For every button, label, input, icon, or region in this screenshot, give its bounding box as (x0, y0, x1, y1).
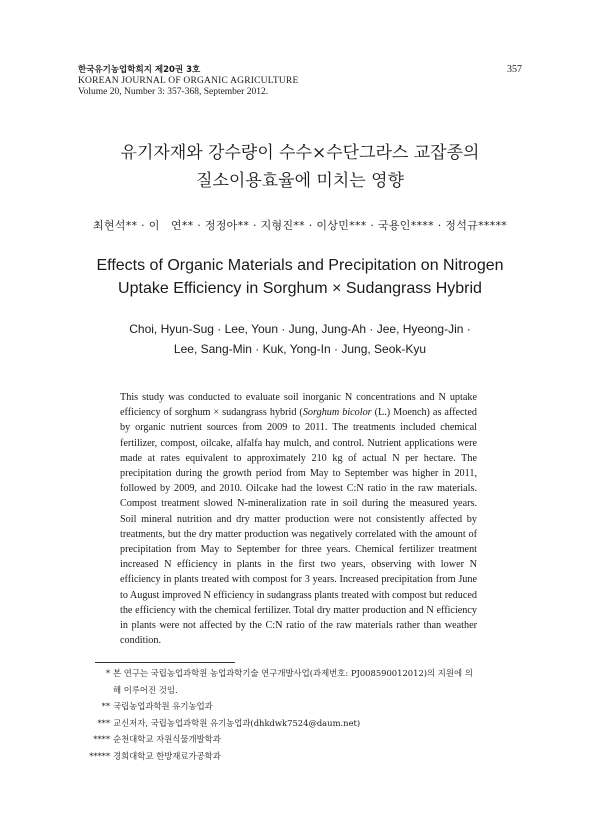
title-korean-line-1: 유기자재와 강수량이 수수×수단그라스 교잡종의 (120, 143, 480, 163)
footnote-mark: ***** (89, 750, 110, 761)
species-name: Sorghum bicolor (302, 407, 372, 419)
journal-name-english: KOREAN JOURNAL OF ORGANIC AGRICULTURE (78, 76, 299, 86)
footnote-text: 국립농업과학원 유기농업과 (113, 701, 213, 711)
footnote-funding-continued (70, 682, 540, 699)
footnote-text: 본 연구는 국립농업과학원 농업과학기술 연구개발사업(과제번호: PJ008590012012)의 지원에 의 (113, 668, 473, 678)
footnote-mark: ** (101, 701, 110, 711)
title-english-line-2: Uptake Efficiency in Sorghum × Sudangrass Hybrid (118, 280, 482, 297)
footnote-affiliation-3 (70, 748, 540, 765)
authors-english-line-1: Choi, Hyun-Sug · Lee, Youn · Jung, Jung-Ah · Jee, Hyeong-Jin · (129, 322, 471, 336)
title-korean-line-2: 질소이용효율에 미치는 영향 (196, 171, 404, 191)
footnote-affiliation-2 (70, 731, 540, 748)
footnotes (70, 665, 540, 764)
abstract-text-1: This study was conducted to evaluate soil inorganic N concentrations and N uptake efficiency of sorghum × sudangrass hybrid ( (120, 392, 477, 419)
volume-info: Volume 20, Number 3: 357-368, September 2012. (78, 87, 269, 97)
footnote-text: 교신저자, 국립농업과학원 유기농업과(dhkdwk7524@daum.net) (113, 717, 361, 728)
footnote-text: 순천대학교 자원식물개발학과 (113, 734, 221, 744)
authors-korean: 최현석** · 이 연** · 정정아** · 지형진** · 이상민*** · 국용인**** · 정석규***** (92, 219, 508, 232)
footnote-mark: **** (93, 734, 110, 744)
footnote-text: 경희대학교 한방재료가공학과 (113, 750, 221, 761)
journal-name-korean: 한국유기농업학회지 제20권 3호 (78, 65, 201, 75)
abstract-text-2: (L.) Moench) as affected by organic nutrient sources from 2009 to 2011. The treatments included chemical fertilizer, compost, oilcake, alfalfa hay mulch, and control. Nutrient applications were made at rates equivalent to approximately 210 kg of actual N per hectare. The precipitation during the growth period from May to September was higher in 2011, followed by 2009, and 2010. Oilcake had the lowest C:N ratio in the raw materials. Compost treatment slowed N-mineralization rate in soil during the measured years. Soil mineral nutrition and dry matter production were not consistently affected by treatments, but the dry matter production was negatively correlated with the amount of precipitation from May to September for three years. Chemical fertilizer treatment increased N efficiency in plants in the first two years, observing with lower N efficiency in plants treated with compost for 3 years. Increased precipitation from June to August improved N efficiency in sudangrass plants treated with compost but reduced the efficiency with the chemical fertilizer. Total dry matter production and N efficiency in plants were not affected by the C:N ratio of the raw materials rather than weather condition. (120, 407, 478, 647)
footnote-mark: *** (97, 717, 110, 728)
abstract (120, 390, 477, 648)
page-number: 357 (507, 64, 522, 75)
footnote-text: 해 이루어진 것임. (113, 684, 178, 695)
footnote-funding (70, 665, 540, 682)
title-english-line-1: Effects of Organic Materials and Precipitation on Nitrogen (96, 257, 504, 274)
footnote-mark: * (105, 668, 110, 678)
authors-english-line-2: Lee, Sang-Min · Kuk, Yong-In · Jung, Seok-Kyu (173, 342, 427, 356)
footnote-corresponding-author (70, 715, 540, 732)
journal-header (78, 64, 528, 98)
footnote-divider (95, 662, 235, 663)
footnote-affiliation-1 (70, 698, 540, 715)
